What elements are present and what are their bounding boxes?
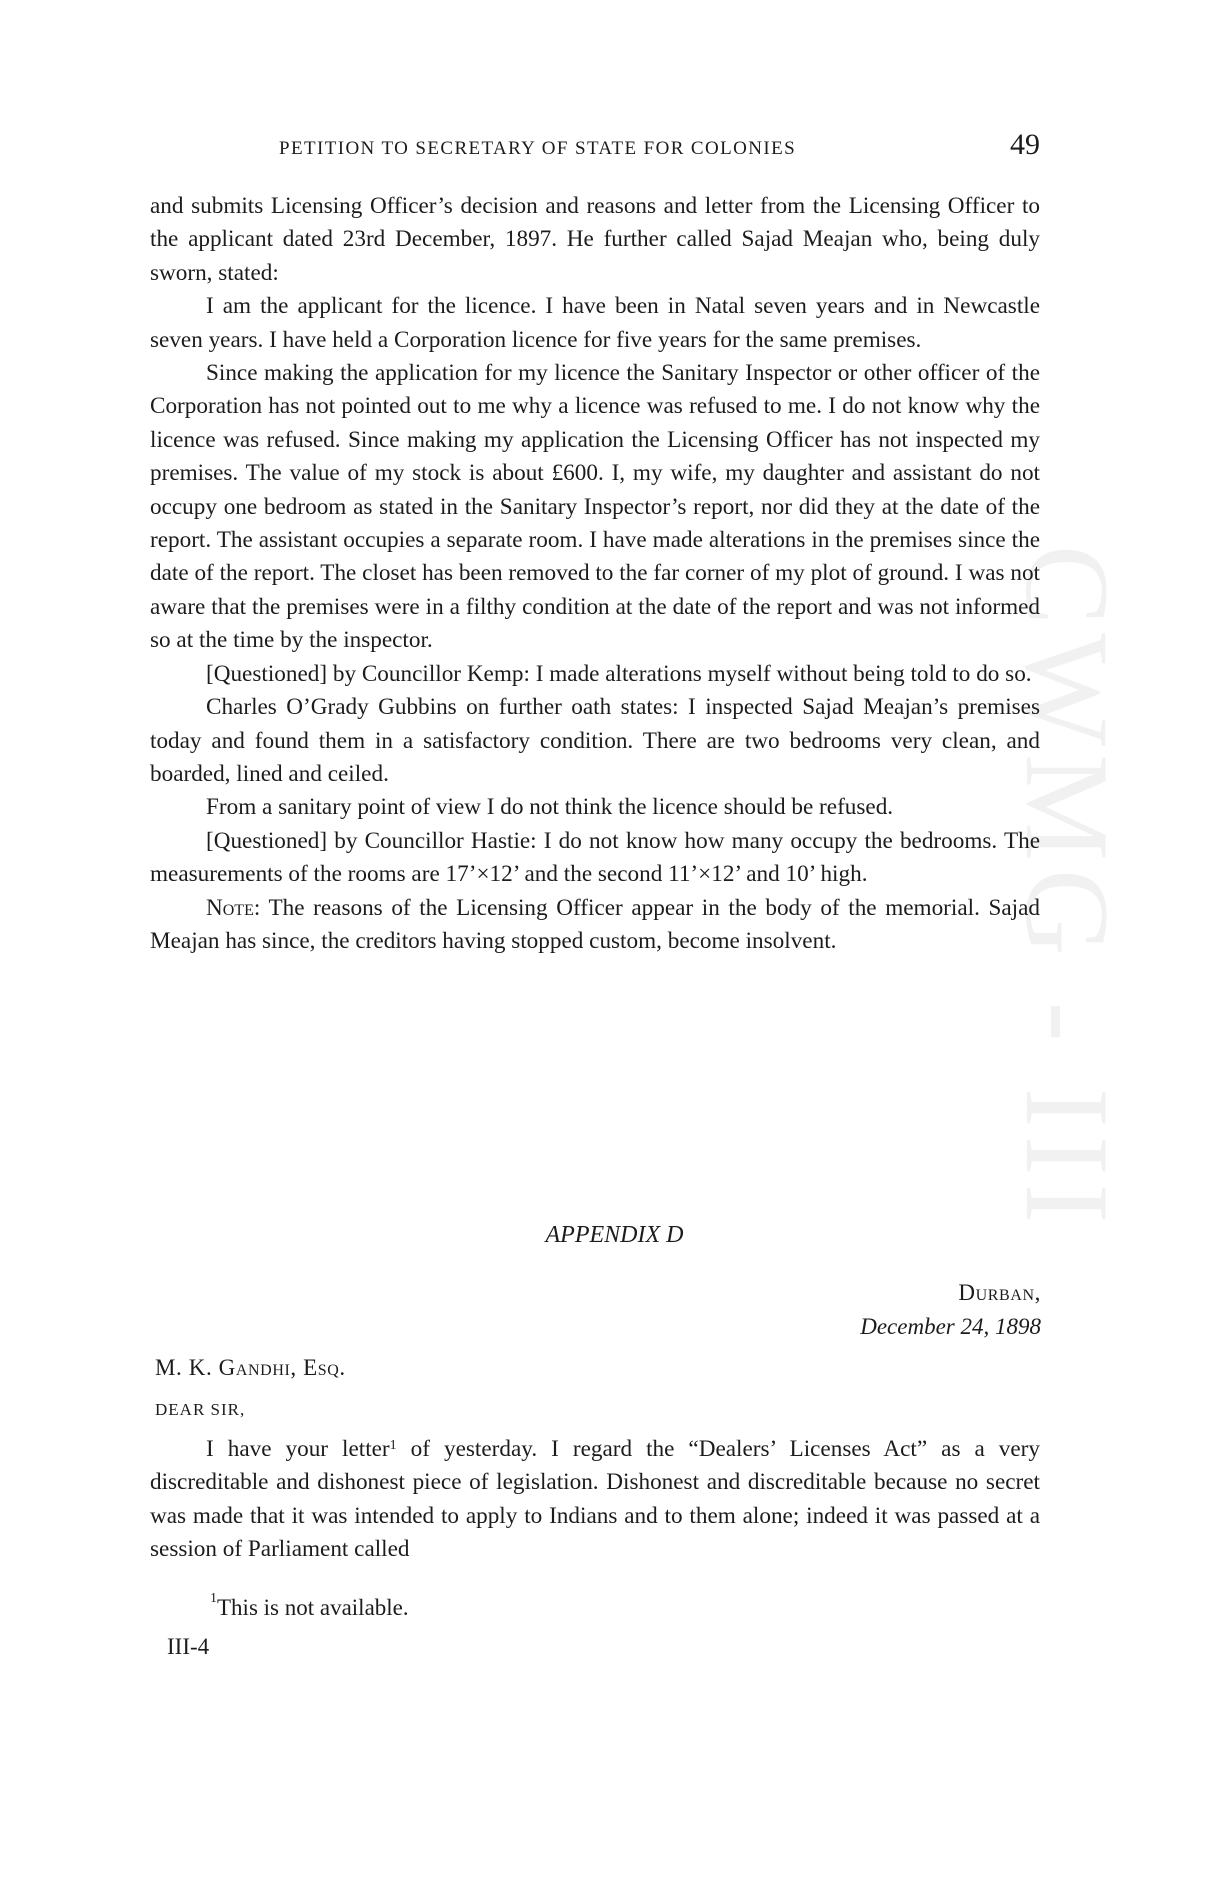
footnote-text: This is not available. [217,1595,409,1620]
page-header [150,128,1040,168]
footnote-reference: 1 [389,1438,397,1453]
paragraph: Since making the application for my licence the Sanitary Inspector or other officer of the Corporation has not pointed out to me why a licence was refused to me. I do not know why the licence was refused. Since making my application the Licensing Officer has not inspected my premises. The value of my stock is about £600. I, my wife, my daughter and assistant do not occupy one bedroom as stated in the Sanitary Inspector’s report, nor did they at the date of the report. The assistant occupies a separate room. I have made alterations in the premises since the date of the report. The closet has been removed to the far corner of my plot of ground. I was not aware that the premises were in a filthy condition at the date of the report and was not informed so at the time by the inspector. [150,360,1040,654]
salutation: DEAR SIR, [155,1400,246,1419]
signature-mark: III-4 [167,1634,210,1659]
letter-paragraph [150,1433,1040,1567]
letter-date: December 24, 1898 [860,1314,1041,1339]
body-text [150,190,1040,958]
paragraph: [Questioned] by Councillor Kemp: I made alterations myself without being told to do so. [206,660,1032,687]
watermark-text: CWMG - III [1001,545,1134,1232]
paragraph: [Questioned] by Councillor Hastie: I do not know how many occupy the bedrooms. The measurements of the rooms are 17’×12’ and the second 11’×12’ and 10’ high. [150,827,1040,888]
letter-body [150,1433,1040,1567]
letter-start: I have your letter [206,1436,390,1462]
addressee: M. K. Gandhi, Esq. [155,1355,346,1380]
footnote [210,1591,409,1621]
appendix-title: APPENDIX D [545,1222,684,1248]
note-text: : The reasons of the Licensing Officer appear in the body of the memorial. Sajad Meajan has since, the creditors having stopped custom, become insolvent. [150,894,1040,954]
footnote-number: 1 [210,1591,217,1606]
paragraph: Charles O’Grady Gubbins on further oath states: I inspected Sajad Meajan’s premises today and found them in a satisfactory condition. There are two bedrooms very clean, and boarded, lined and ceiled. [150,694,1040,787]
note-paragraph [150,892,1040,959]
paragraph: and submits Licensing Officer’s decision and reasons and letter from the Licensing Officer to the applicant dated 23rd December, 1897. He further called Sajad Meajan who, being duly sworn, stated: [150,193,1040,286]
letter-place: Durban, [958,1280,1041,1305]
paragraph: I am the applicant for the licence. I have been in Natal seven years and in Newcastle seven years. I have held a Corporation licence for five years for the same premises. [150,293,1040,353]
paragraph: From a sanitary point of view I do not think the licence should be refused. [206,794,894,821]
letter-rest: of yesterday. I regard the “Dealers’ Licenses Act” as a very discreditable and dishonest piece of legislation. Dishonest and discreditable because no secret was made that it was intended to apply to Indians and to them alone; indeed it was passed at a session of Parliament called [150,1436,1040,1563]
page-number: 49 [1010,128,1040,161]
running-title: PETITION TO SECRETARY OF STATE FOR COLONIES [279,138,797,159]
note-label: Note [206,894,254,921]
